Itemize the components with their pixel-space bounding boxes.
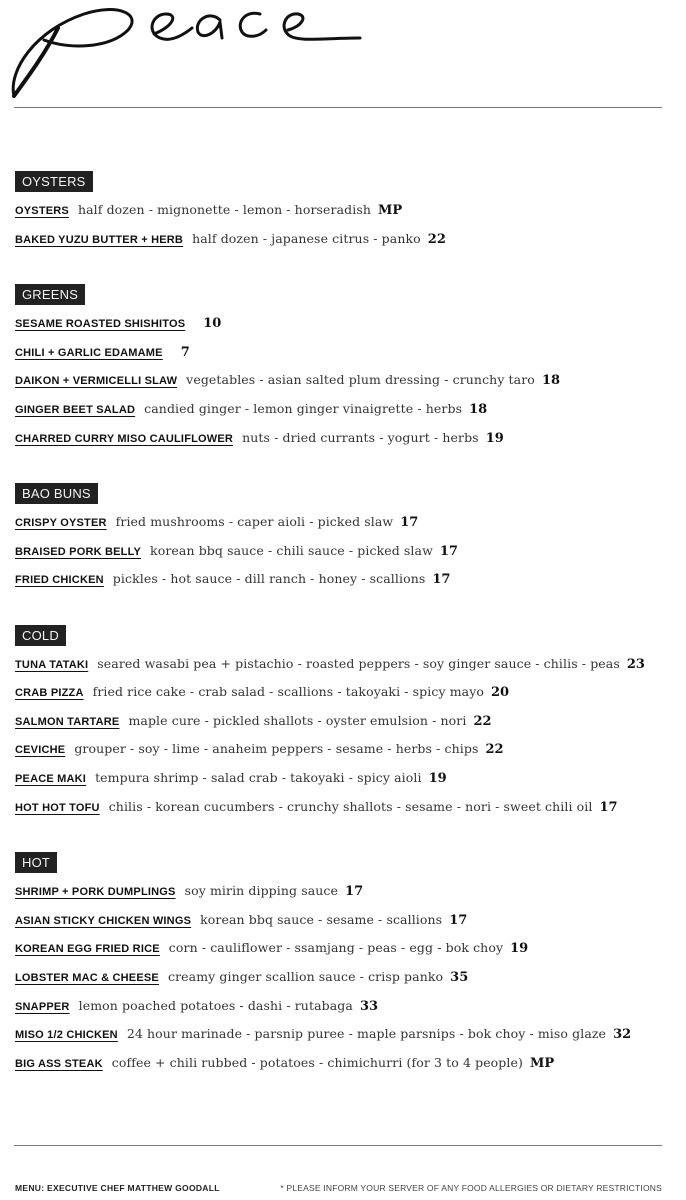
item-description: half dozen - japanese citrus - panko (192, 231, 421, 246)
item-description: maple cure - pickled shallots - oyster emulsion - nori (128, 713, 467, 728)
item-description: nuts - dried currants - yogurt - herbs (242, 430, 479, 445)
item-description: candied ginger - lemon ginger vinaigrette - herbs (144, 401, 463, 416)
item-price: 17 (400, 515, 419, 530)
item-description: tempura shrimp - salad crab - takoyaki - spicy aioli (95, 770, 422, 785)
item-name: SALMON TARTARE (15, 716, 120, 728)
menu-item (15, 543, 458, 559)
menu-item (15, 372, 560, 388)
menu-item (15, 571, 450, 587)
chef-credit: MENU: EXECUTIVE CHEF MATTHEW GOODALL (15, 1183, 220, 1193)
item-price: 32 (613, 1027, 632, 1042)
menu-item (15, 741, 504, 757)
header-divider (14, 107, 662, 108)
menu-item (15, 430, 504, 446)
peace-logo (6, 0, 366, 100)
menu-item (15, 401, 487, 417)
menu-item (15, 713, 492, 729)
item-price: 7 (180, 345, 190, 360)
item-description: chilis - korean cucumbers - crunchy shallots - sesame - nori - sweet chili oil (108, 799, 593, 814)
item-name: MISO 1/2 CHICKEN (15, 1029, 118, 1041)
menu-item (15, 1026, 631, 1042)
item-description: vegetables - asian salted plum dressing - crunchy taro (186, 372, 535, 387)
item-name: SNAPPER (15, 1001, 70, 1013)
item-price: 19 (510, 941, 529, 956)
menu-item (15, 656, 645, 672)
item-price: MP (378, 203, 403, 218)
item-price: 19 (485, 431, 504, 446)
item-name: CHILI + GARLIC EDAMAME (15, 347, 163, 359)
section-label: COLD (15, 625, 66, 646)
item-price: 22 (427, 232, 446, 247)
item-price: 23 (626, 657, 645, 672)
item-name: ASIAN STICKY CHICKEN WINGS (15, 915, 192, 927)
item-description: seared wasabi pea + pistachio - roasted peppers - soy ginger sauce - chilis - peas (97, 656, 620, 671)
item-price: 33 (359, 999, 379, 1014)
item-price: 35 (450, 970, 469, 985)
item-name: DAIKON + VERMICELLI SLAW (15, 375, 178, 387)
item-name: CEVICHE (15, 744, 66, 756)
item-description: coffee + chili rubbed - potatoes - chimichurri (for 3 to 4 people) (111, 1055, 523, 1070)
item-name: FRIED CHICKEN (15, 574, 104, 586)
item-price: 17 (345, 884, 364, 899)
item-name: LOBSTER MAC & CHEESE (15, 972, 159, 984)
item-price: 10 (203, 316, 222, 331)
section-label: BAO BUNS (15, 483, 98, 504)
menu-item (15, 202, 402, 218)
item-name: CHARRED CURRY MISO CAULIFLOWER (15, 433, 234, 445)
item-price: 22 (473, 714, 492, 729)
menu-item (15, 315, 221, 331)
item-price: 17 (432, 572, 451, 587)
item-price: 22 (485, 742, 504, 757)
item-name: OYSTERS (15, 205, 69, 217)
item-price: 17 (599, 800, 618, 815)
item-price: 18 (541, 373, 561, 388)
item-description: pickles - hot sauce - dill ranch - honey - scallions (112, 571, 426, 586)
item-name: CRAB PIZZA (15, 687, 84, 699)
item-name: SHRIMP + PORK DUMPLINGS (15, 886, 176, 898)
item-price: 20 (491, 685, 510, 700)
item-name: TUNA TATAKI (15, 659, 89, 671)
item-name: HOT HOT TOFU (15, 802, 100, 814)
item-name: SESAME ROASTED SHISHITOS (15, 318, 186, 330)
item-name: GINGER BEET SALAD (15, 404, 136, 416)
menu-item (15, 998, 378, 1014)
menu-item (15, 514, 418, 530)
menu-item (15, 883, 363, 899)
menu-item (15, 912, 467, 928)
section-label: HOT (15, 852, 57, 873)
footer-divider (14, 1145, 662, 1146)
menu-item (15, 231, 446, 247)
section-label: OYSTERS (15, 171, 93, 192)
menu-item (15, 684, 509, 700)
item-name: PEACE MAKI (15, 773, 87, 785)
item-description: creamy ginger scallion sauce - crisp panko (167, 969, 444, 984)
item-name: KOREAN EGG FRIED RICE (15, 943, 160, 955)
item-name: BRAISED PORK BELLY (15, 546, 142, 558)
item-description: half dozen - mignonette - lemon - horseradish (77, 202, 372, 217)
item-description: korean bbq sauce - sesame - scallions (200, 912, 443, 927)
item-name: BIG ASS STEAK (15, 1058, 103, 1070)
item-name: CRISPY OYSTER (15, 517, 107, 529)
item-price: 17 (439, 544, 458, 559)
menu-item (15, 770, 447, 786)
item-price: MP (530, 1056, 555, 1071)
item-description: korean bbq sauce - chili sauce - picked slaw (150, 543, 433, 558)
item-description: lemon poached potatoes - dashi - rutabaga (78, 998, 353, 1013)
item-description: grouper - soy - lime - anaheim peppers - sesame - herbs - chips (74, 741, 479, 756)
item-description: fried rice cake - crab salad - scallions - takoyaki - spicy mayo (92, 684, 485, 699)
item-name: BAKED YUZU BUTTER + HERB (15, 234, 184, 246)
menu-item (15, 344, 190, 360)
section-label: GREENS (15, 284, 85, 305)
item-description: 24 hour marinade - parsnip puree - maple parsnips - bok choy - miso glaze (126, 1026, 607, 1041)
menu-item (15, 799, 618, 815)
item-description: fried mushrooms - caper aioli - picked slaw (115, 514, 394, 529)
menu-item (15, 940, 528, 956)
allergy-notice: * PLEASE INFORM YOUR SERVER OF ANY FOOD ALLERGIES OR DIETARY RESTRICTIONS (280, 1183, 662, 1193)
item-description: soy mirin dipping sauce (184, 883, 339, 898)
item-price: 17 (449, 913, 468, 928)
menu-item (15, 969, 468, 985)
item-price: 18 (469, 402, 488, 417)
menu-item (15, 1055, 554, 1071)
item-description: corn - cauliflower - ssamjang - peas - egg - bok choy (168, 940, 504, 955)
item-price: 19 (428, 771, 447, 786)
